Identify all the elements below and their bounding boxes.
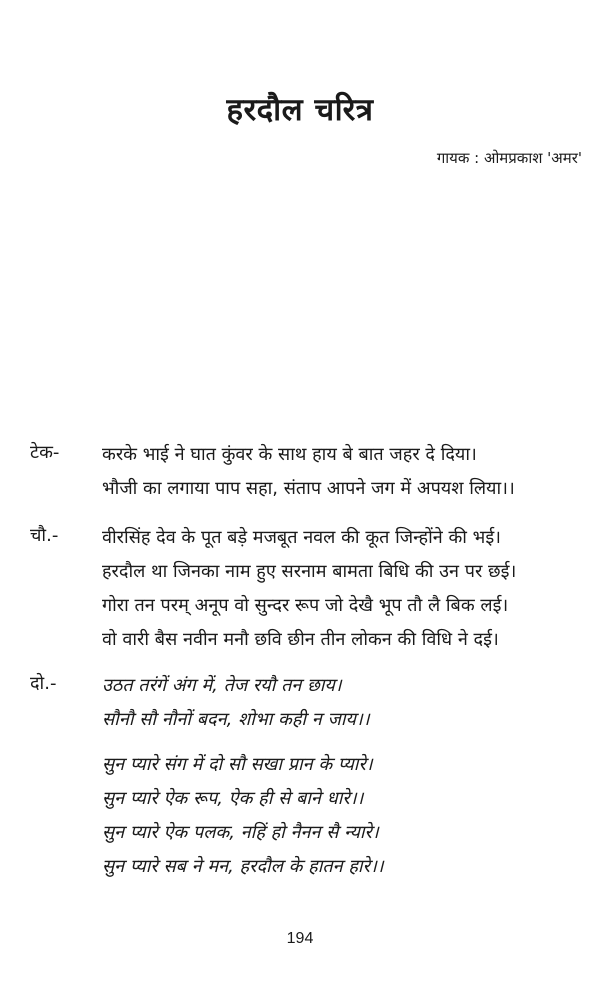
verse-line: गोरा तन परम् अनूप वो सुन्दर रूप जो देखै भूप तौ लै बिक लई। (102, 595, 509, 616)
verse-line: सुन प्यारे ऐक रूप, ऐक ही से बाने धारे।। (102, 788, 364, 809)
page-number: 194 (286, 930, 314, 947)
verse-line: करके भाई ने घात कुंवर के साथ हाय बे बात जहर दे दिया। (102, 444, 477, 465)
stanza-label: चौ.- (30, 525, 59, 546)
verse-lines (102, 750, 384, 886)
stanza-label: टेक- (30, 442, 60, 463)
page-title: हरदौल चरित्र (226, 92, 374, 128)
verse-line: वो वारी बैस नवीन मनौ छवि छीन तीन लोकन की विधि ने दई। (102, 629, 499, 650)
verse-lines (102, 523, 516, 659)
verse-line: वीरसिंह देव के पूत बड़े मजबूत नवल की कूत जिन्होंने की भई। (102, 527, 501, 548)
verse-line: सुन प्यारे सब ने मन, हरदौल के हातन हारे।। (102, 856, 384, 877)
verse-line: हरदौल था जिनका नाम हुए सरनाम बामता बिधि की उन पर छई। (102, 561, 517, 582)
verse-line: उठत तरंगें अंग में, तेज रयौ तन छाय। (102, 675, 342, 696)
verse-lines (102, 440, 515, 508)
verse-line: सुन प्यारे संग में दो सौ सखा प्रान के प्यारे। (102, 754, 373, 775)
verse-line: सुन प्यारे ऐक पलक, नहिं हो नैनन सै न्यारे। (102, 822, 379, 843)
singer-credit: गायक : ओमप्रकाश 'अमर' (436, 149, 582, 167)
stanza-label: दो.- (30, 673, 57, 694)
verse-lines (102, 671, 370, 739)
verse-line: सौनौ सौ नौनों बदन, शोभा कही न जाय।। (102, 709, 370, 730)
verse-line: भौजी का लगाया पाप सहा, संताप आपने जग में अपयश लिया।। (102, 478, 515, 499)
